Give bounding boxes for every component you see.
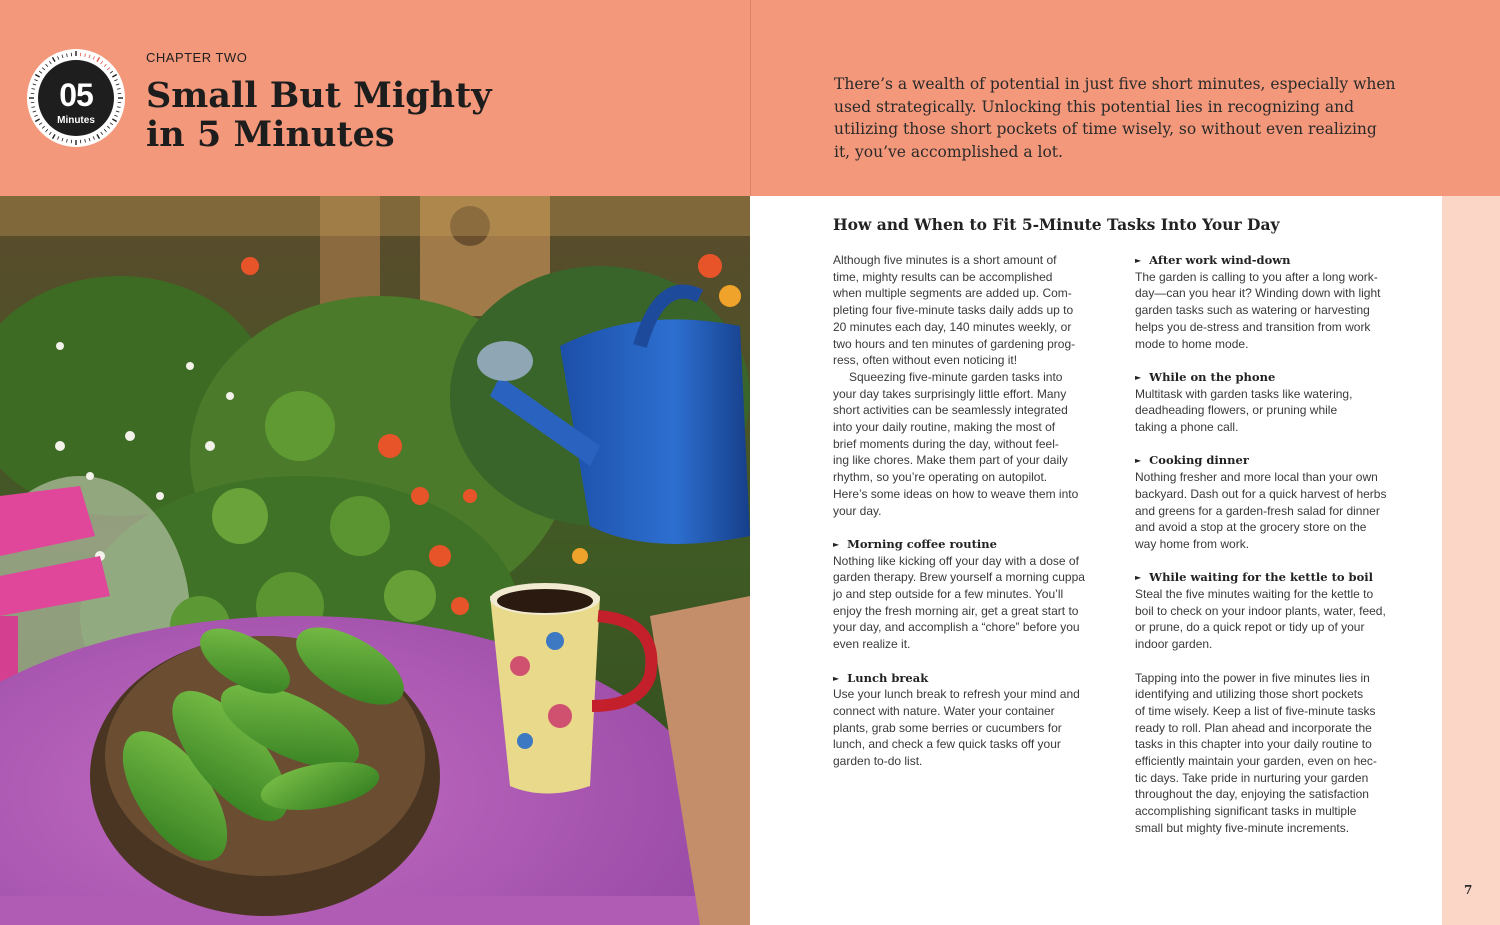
tip-heading: ► While on the phone [1135, 369, 1276, 384]
intro-line: utilizing those short pockets of time wisely, so without even realizing [834, 120, 1377, 138]
text-line: your day takes surprisingly little effort. Many [833, 386, 1067, 401]
right-page-header [750, 0, 1500, 196]
text-line: The garden is calling to you after a long work- [1135, 269, 1378, 284]
text-line: ready to roll. Plan ahead and incorporate the [1135, 720, 1372, 735]
garden-photo [0, 196, 750, 925]
garden-table-photo-illustration [0, 196, 750, 925]
text-line: brief moments during the day, without feel- [833, 436, 1059, 451]
text-line: your day, and accomplish a “chore” before you [833, 620, 1080, 635]
text-line: ress, often without even noticing it! [833, 353, 1018, 368]
text-line: Tapping into the power in five minutes lies in [1135, 670, 1370, 685]
page-number: 7 [1464, 883, 1473, 897]
text-line: taking a phone call. [1135, 420, 1239, 435]
text-line: Nothing like kicking off your day with a dose of [833, 553, 1079, 568]
closing-paragraph [1135, 670, 1420, 837]
text-line: Here’s some ideas on how to weave them into [833, 486, 1079, 501]
paragraph [833, 252, 1118, 369]
text-line: garden therapy. Brew yourself a morning cuppa [833, 570, 1085, 585]
text-line: way home from work. [1135, 536, 1250, 551]
chapter-title-line: in 5 Minutes [146, 114, 395, 155]
text-line: time, mighty results can be accomplished [833, 269, 1053, 284]
left-page-header [0, 0, 750, 196]
tip-heading: ► While waiting for the kettle to boil [1135, 570, 1374, 585]
text-line: accomplishing significant tasks in multiple [1135, 804, 1357, 819]
text-line: Nothing fresher and more local than your own [1135, 470, 1378, 485]
text-line: Steal the five minutes waiting for the kettle to [1135, 587, 1374, 602]
text-line: day—can you hear it? Winding down with light [1135, 286, 1381, 301]
triangle-right-icon: ► [1135, 255, 1142, 265]
text-line: lunch, and check a few quick tasks off your [833, 737, 1061, 752]
tip-lunch-break [833, 670, 1118, 770]
text-line: backyard. Dash out for a quick harvest of herbs [1135, 486, 1387, 501]
triangle-right-icon: ► [833, 538, 840, 549]
tip-cooking-dinner [1135, 452, 1420, 552]
text-line: Multitask with garden tasks like watering, [1135, 386, 1353, 401]
text-line: identifying and utilizing those short pockets [1135, 687, 1364, 702]
triangle-right-icon: ► [1135, 572, 1142, 583]
tip-kettle [1135, 569, 1420, 653]
intro-line: it, you’ve accomplished a lot. [834, 142, 1063, 161]
text-line: Squeezing five-minute garden tasks into [849, 369, 1063, 384]
text-line: tic days. Take pride in nurturing your garden [1135, 770, 1369, 785]
text-line: small but mighty five-minute increments. [1135, 820, 1350, 835]
stopwatch-icon [26, 48, 126, 148]
text-line: Although five minutes is a short amount of [833, 253, 1057, 267]
timer-badge [26, 48, 126, 148]
chapter-label: CHAPTER TWO [146, 50, 248, 65]
text-line: rhythm, so you’re operating on autopilot. [833, 470, 1048, 485]
text-line: when multiple segments are added up. Com- [833, 286, 1072, 301]
text-line: efficiently maintain your garden, even on hec- [1135, 754, 1377, 769]
text-line: of time wisely. Keep a list of five-minute tasks [1135, 703, 1376, 718]
paragraph [833, 369, 1118, 519]
triangle-right-icon: ► [833, 672, 840, 683]
section-title: How and When to Fit 5-Minute Tasks Into Your Day [833, 215, 1280, 234]
text-line: and greens for a garden-fresh salad for dinner [1135, 503, 1380, 518]
timer-unit: Minutes [57, 115, 95, 126]
text-line: pleting four five-minute tasks daily adds up to [833, 303, 1074, 318]
text-line: tasks in this chapter into your daily routine to [1135, 737, 1372, 752]
text-line: throughout the day, enjoying the satisfaction [1135, 787, 1369, 802]
intro-line: used strategically. Unlocking this potential lies in recognizing and [834, 97, 1355, 116]
triangle-right-icon: ► [1135, 455, 1142, 466]
text-line: garden tasks such as watering or harvesting [1135, 303, 1370, 318]
triangle-right-icon: ► [1135, 371, 1142, 382]
text-line: or prune, do a quick repot or tidy up of your [1135, 620, 1365, 635]
tip-heading: ► Cooking dinner [1135, 453, 1249, 468]
intro-line: There’s a wealth of potential in just five short minutes, especially when [834, 75, 1396, 93]
text-line: connect with nature. Water your container [833, 703, 1055, 718]
text-line: into your daily routine, making the most of [833, 420, 1056, 435]
tip-phone [1135, 369, 1420, 436]
text-line: your day. [833, 503, 882, 518]
tip-after-work [1135, 252, 1420, 352]
text-line: garden to-do list. [833, 754, 923, 769]
text-line: boil to check on your indoor plants, water, feed, [1135, 603, 1386, 618]
text-line: helps you de-stress and transition from work [1135, 319, 1371, 334]
text-line: deadheading flowers, or pruning while [1135, 403, 1338, 418]
timer-number: 05 [59, 77, 93, 113]
text-line: and avoid a stop at the grocery store on the [1135, 520, 1367, 535]
text-line: even realize it. [833, 637, 911, 652]
chapter-title [146, 76, 492, 154]
text-line: 20 minutes each day, 140 minutes weekly, or [833, 319, 1072, 334]
text-line: short activities can be seamlessly integrated [833, 403, 1068, 418]
page-edge-strip [1442, 196, 1500, 925]
tip-heading: ► After work wind-down [1135, 253, 1291, 267]
text-column-left [833, 252, 1118, 770]
tip-heading: ► Lunch break [833, 670, 929, 685]
text-line: indoor garden. [1135, 637, 1213, 652]
tip-heading: ► Morning coffee routine [833, 536, 997, 551]
chapter-title-line: Small But Mighty [146, 75, 492, 116]
tip-morning-coffee [833, 536, 1118, 653]
text-line: two hours and ten minutes of gardening prog- [833, 336, 1076, 351]
text-line: mode to home mode. [1135, 336, 1249, 351]
text-line: jo and step outside for a few minutes. You’ll [833, 587, 1064, 602]
text-line: Use your lunch break to refresh your mind and [833, 687, 1080, 702]
text-line: ing like chores. Make them part of your daily [833, 453, 1068, 468]
text-column-right [1135, 252, 1420, 837]
intro-paragraph [834, 73, 1394, 163]
text-line: plants, grab some berries or cucumbers for [833, 720, 1062, 735]
text-line: enjoy the fresh morning air, get a great start to [833, 603, 1079, 618]
